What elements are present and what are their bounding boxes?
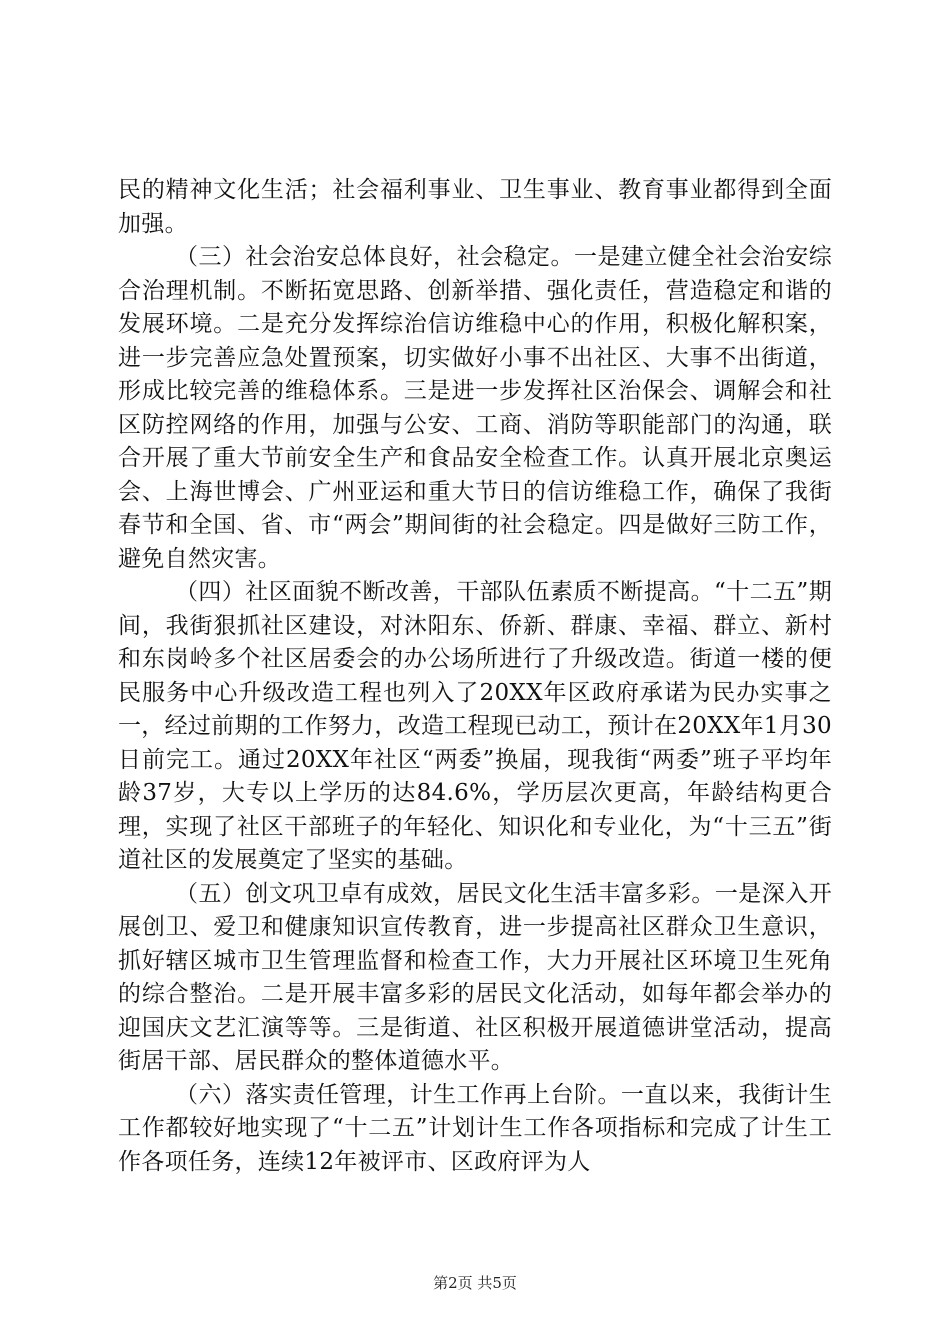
paragraph-continuation: 民的精神文化生活；社会福利事业、卫生事业、教育事业都得到全面加强。 xyxy=(118,177,832,237)
paragraph-section-3: （三）社会治安总体良好，社会稳定。一是建立健全社会治安综合治理机制。不断拓宽思路、创新举措、强化责任，营造稳定和谐的发展环境。二是充分发挥综治信访维稳中心的作用，积极化解积案，进一步完善应急处置预案，切实做好小事不出社区、大事不出街道，形成比较完善的维稳体系。三是进一步发挥社区治保会、调解会和社区防控网络的作用，加强与公安、工商、消防等职能部门的沟通，联合开展了重大节前安全生产和食品安全检查工作。认真开展北京奥运会、上海世博会、广州亚运和重大节日的信访维稳工作，确保了我街春节和全国、省、市“两会”期间街的社会稳定。四是做好三防工作，避免自然灾害。 xyxy=(118,244,832,572)
page-number-footer: 第2页 共5页 xyxy=(433,1274,517,1292)
paragraph-section-5: （五）创文巩卫卓有成效，居民文化生活丰富多彩。一是深入开展创卫、爱卫和健康知识宣传教育，进一步提高社区群众卫生意识，抓好辖区城市卫生管理监督和检查工作，大力开展社区环境卫生死角的综合整治。二是开展丰富多彩的居民文化活动，如每年都会举办的迎国庆文艺汇演等等。三是街道、社区积极开展道德讲堂活动，提高街居干部、居民群众的整体道德水平。 xyxy=(118,880,832,1074)
paragraph-section-6: （六）落实责任管理，计生工作再上台阶。一直以来，我街计生工作都较好地实现了“十二五”计划计生工作各项指标和完成了计生工作各项任务，连续12年被评市、区政府评为人 xyxy=(118,1081,832,1175)
document-body xyxy=(118,174,832,1179)
paragraph-section-4: （四）社区面貌不断改善，干部队伍素质不断提高。“十二五”期间，我街狠抓社区建设，对沐阳东、侨新、群康、幸福、群立、新村和东岗岭多个社区居委会的办公场所进行了升级改造。街道一楼的便民服务中心升级改造工程也列入了20XX年区政府承诺为民办实事之一，经过前期的工作努力，改造工程现已动工，预计在20XX年1月30日前完工。通过20XX年社区“两委”换届，现我街“两委”班子平均年龄37岁，大专以上学历的达84.6%，学历层次更高，年龄结构更合理，实现了社区干部班子的年轻化、知识化和专业化，为“十三五”街道社区的发展奠定了坚实的基础。 xyxy=(118,579,832,873)
